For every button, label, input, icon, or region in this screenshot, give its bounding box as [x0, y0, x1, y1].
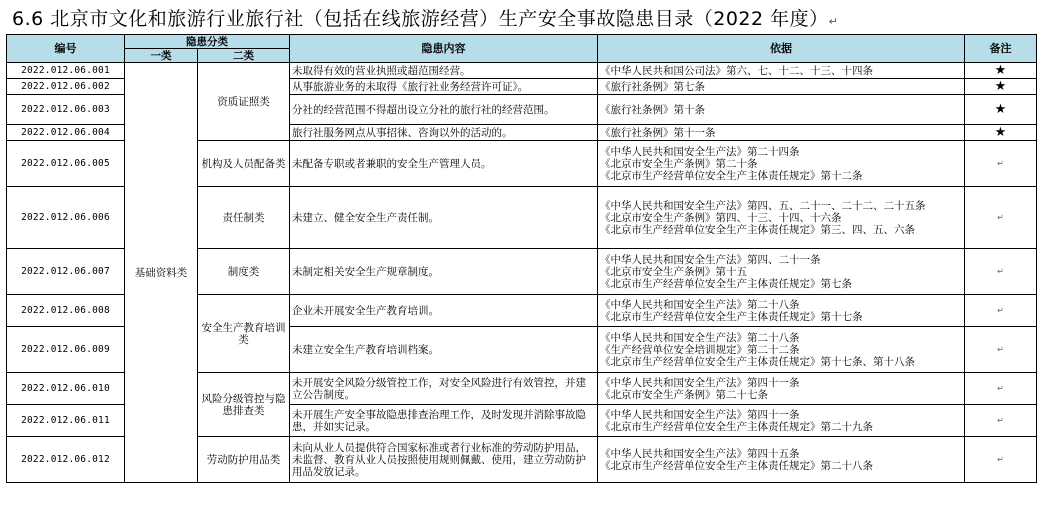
row-content: 分社的经营范围不得超出设立分社的旅行社的经营范围。: [290, 95, 598, 125]
row-code: 2022.012.06.002: [7, 79, 125, 95]
row-content: 未建立、健全安全生产责任制。: [290, 187, 598, 249]
star-icon: ★: [965, 125, 1037, 141]
row-note: [965, 295, 1037, 327]
row-code: 2022.012.06.007: [7, 249, 125, 295]
row-code: 2022.012.06.005: [7, 141, 125, 187]
row-note: [965, 437, 1037, 483]
row-basis: 《中华人民共和国安全生产法》第四、五、二十一、二十二、二十五条 《北京市安全生产条例》第四、十三、十四、十六条 《北京市生产经营单位安全生产主体责任规定》第三、四、五、六条: [598, 187, 965, 249]
row-code: 2022.012.06.011: [7, 405, 125, 437]
level2-training: 安全生产教育培训类: [198, 295, 290, 373]
level1-category: 基础资料类: [125, 63, 198, 483]
row-basis: 《中华人民共和国安全生产法》第四十一条 《北京市安全生产条例》第二十七条: [598, 373, 965, 405]
row-note: [965, 141, 1037, 187]
paragraph-mark-icon: ↵: [997, 455, 1004, 464]
row-content: 未取得有效的营业执照或超范围经营。: [290, 63, 598, 79]
row-code: 2022.012.06.003: [7, 95, 125, 125]
row-basis: 《中华人民共和国安全生产法》第四十五条 《北京市生产经营单位安全生产主体责任规定》第二十八条: [598, 437, 965, 483]
paragraph-mark-icon: ↵: [997, 267, 1004, 276]
row-basis: 《中华人民共和国安全生产法》第二十八条 《北京市生产经营单位安全生产主体责任规定》第十七条: [598, 295, 965, 327]
header-level1: 一类: [125, 49, 198, 63]
row-content: 企业未开展安全生产教育培训。: [290, 295, 598, 327]
level2-responsibility: 责任制类: [198, 187, 290, 249]
paragraph-mark-icon: ↵: [997, 159, 1004, 168]
row-note: [965, 327, 1037, 373]
row-basis: 《中华人民共和国安全生产法》第四十一条 《北京市生产经营单位安全生产主体责任规定》第二十九条: [598, 405, 965, 437]
row-note: [965, 373, 1037, 405]
row-content: 从事旅游业务的未取得《旅行社业务经营许可证》。: [290, 79, 598, 95]
row-basis: 《中华人民共和国安全生产法》第四、二十一条 《北京市安全生产条例》第十五 《北京市生产经营单位安全生产主体责任规定》第七条: [598, 249, 965, 295]
header-level2: 二类: [198, 49, 290, 63]
star-icon: ★: [965, 95, 1037, 125]
star-icon: ★: [965, 63, 1037, 79]
level2-organization: 机构及人员配备类: [198, 141, 290, 187]
row-basis: 《旅行社条例》第十条: [598, 95, 965, 125]
header-category: 隐患分类: [125, 35, 290, 49]
row-content: 旅行社服务网点从事招徕、咨询以外的活动的。: [290, 125, 598, 141]
row-content: 未开展安全风险分级管控工作，对安全风险进行有效管控，并建立公告制度。: [290, 373, 598, 405]
row-code: 2022.012.06.006: [7, 187, 125, 249]
level2-system: 制度类: [198, 249, 290, 295]
paragraph-mark-icon: ↵: [997, 416, 1004, 425]
row-content: 未配备专职或者兼职的安全生产管理人员。: [290, 141, 598, 187]
level2-qualification: 资质证照类: [198, 63, 290, 141]
page-title: 6.6 北京市文化和旅游行业旅行社（包括在线旅游经营）生产安全事故隐患目录（2022 年度）↵: [12, 8, 839, 30]
hazard-table: [6, 34, 1037, 483]
row-basis: 《中华人民共和国公司法》第六、七、十二、十三、十四条: [598, 63, 965, 79]
header-content: 隐患内容: [290, 35, 598, 63]
paragraph-mark-icon: ↵: [997, 213, 1004, 222]
star-icon: ★: [965, 79, 1037, 95]
paragraph-mark-icon: ↵: [997, 384, 1004, 393]
row-content: 未向从业人员提供符合国家标准或者行业标准的劳动防护用品，未监督、教育从业人员按照使用规则佩戴、使用，建立劳动防护用品发放记录。: [290, 437, 598, 483]
row-note: [965, 187, 1037, 249]
row-basis: 《旅行社条例》第十一条: [598, 125, 965, 141]
row-code: 2022.012.06.004: [7, 125, 125, 141]
row-content: 未开展生产安全事故隐患排查治理工作，及时发现并消除事故隐患，并如实记录。: [290, 405, 598, 437]
paragraph-mark-icon: ↵: [828, 15, 839, 28]
row-content: 未建立安全生产教育培训档案。: [290, 327, 598, 373]
row-note: [965, 405, 1037, 437]
header-basis: 依据: [598, 35, 965, 63]
row-basis: 《中华人民共和国安全生产法》第二十八条 《生产经营单位安全培训规定》第二十二条 《北京市生产经营单位安全生产主体责任规定》第十七条、第十八条: [598, 327, 965, 373]
row-code: 2022.012.06.001: [7, 63, 125, 79]
level2-ppe: 劳动防护用品类: [198, 437, 290, 483]
row-note: [965, 249, 1037, 295]
level2-risk: 风险分级管控与隐患排查类: [198, 373, 290, 437]
row-content: 未制定相关安全生产规章制度。: [290, 249, 598, 295]
paragraph-mark-icon: ↵: [997, 306, 1004, 315]
header-code: 编号: [7, 35, 125, 63]
header-note: 备注: [965, 35, 1037, 63]
paragraph-mark-icon: ↵: [997, 345, 1004, 354]
row-basis: 《旅行社条例》第七条: [598, 79, 965, 95]
row-code: 2022.012.06.010: [7, 373, 125, 405]
row-code: 2022.012.06.012: [7, 437, 125, 483]
row-code: 2022.012.06.009: [7, 327, 125, 373]
row-basis: 《中华人民共和国安全生产法》第二十四条 《北京市安全生产条例》第二十条 《北京市生产经营单位安全生产主体责任规定》第十二条: [598, 141, 965, 187]
table-row: [7, 63, 1037, 79]
row-code: 2022.012.06.008: [7, 295, 125, 327]
